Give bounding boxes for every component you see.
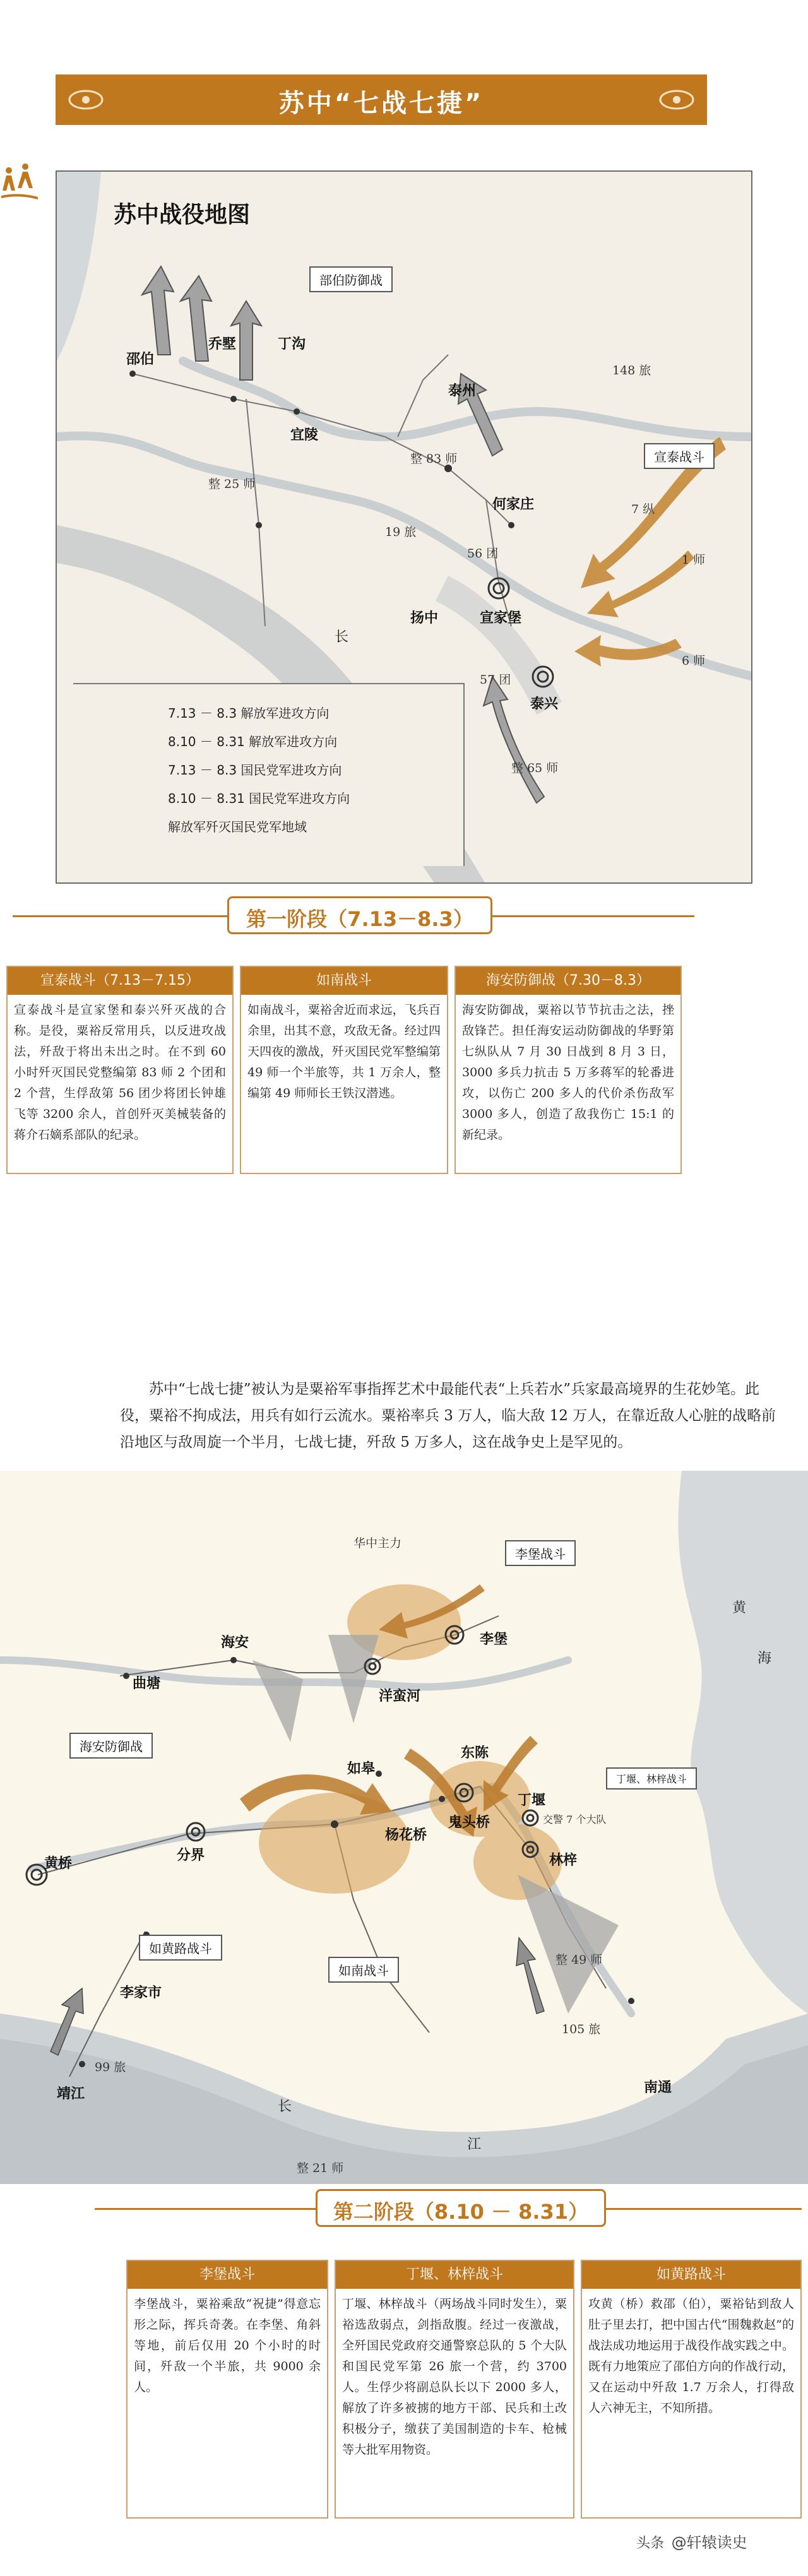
- legend-item: 8.10 － 8.31 解放军进攻方向: [168, 734, 338, 749]
- watermark-text: @轩辕读史: [671, 2534, 747, 2551]
- place-bentouqiao: 鬼头桥: [448, 1814, 490, 1831]
- battle-card-rugao-huang: [581, 2260, 802, 2519]
- place-yanghuaqiao: 杨花桥: [385, 1827, 427, 1843]
- unit-brigade105: 105 旅: [562, 2022, 601, 2036]
- card-heading: 李堡战斗: [128, 2261, 327, 2289]
- unit-div6: 6 师: [682, 654, 706, 668]
- place-hejiazhuang: 何家庄: [492, 496, 535, 513]
- place-xuanjiabao: 宣家堡: [480, 610, 522, 626]
- decorative-figures-icon: [0, 158, 39, 215]
- phase1-rule: [492, 915, 694, 917]
- unit-col7: 7 纵: [631, 502, 655, 516]
- place-dinggou: 丁沟: [278, 336, 306, 352]
- card-heading: 如黄路战斗: [582, 2261, 800, 2289]
- unit-div49: 整 49 师: [556, 1953, 603, 1967]
- legend-item: 7.13 － 8.3 解放军进攻方向: [168, 706, 330, 721]
- place-jiaodu: 交警 7 个大队: [543, 1813, 607, 1825]
- battle-tag-libao: 李堡战斗: [505, 1540, 576, 1566]
- place-lijiashi: 李家市: [120, 1985, 162, 2001]
- place-yangmanhe: 洋蛮河: [379, 1688, 421, 1704]
- map-phase2-battles: [0, 1471, 808, 2184]
- battle-card-haian: [454, 966, 682, 1174]
- place-jingjiang: 靖江: [57, 2086, 85, 2102]
- place-huang-sea-2: 海: [758, 1651, 772, 1666]
- place-fenjie: 分界: [177, 1847, 205, 1863]
- place-yangzhong: 扬中: [410, 610, 439, 626]
- phase2-header: [316, 2189, 606, 2227]
- place-huangqiao: 黄桥: [44, 1855, 73, 1872]
- card-body: 海安防御战，粟裕以节节抗击之法，挫敌锋芒。担任海安运动防御战的华野第七纵队从 7 月 30 日战到 8 月 3 日，3000 多兵力抗击 5 万多蒋军的轮番进攻，以伤亡 200 多人的代价杀伤敌军 3000 多人，创造了敌我伤亡 15:1 的新纪录。: [462, 1003, 674, 1142]
- card-heading: 海安防御战（7.30－8.3）: [456, 967, 680, 995]
- unit-div25: 整 25 师: [208, 477, 256, 491]
- card-body: 宣泰战斗是宣家堡和泰兴歼灭战的合称。是役，粟裕反常用兵，以反进攻战法，歼敌于将出未出之时。在不到 60 小时歼灭国民党整编第 83 师 2 个团和 2 个营，生俘敌第 56 团少将团长钟雄飞等 3200 余人，首创歼灭美械装备的蒋介石嫡系部队的纪录。: [14, 1003, 226, 1142]
- battle-card-libao: [126, 2260, 328, 2519]
- card-heading: 丁堰、林梓战斗: [336, 2261, 573, 2289]
- unit-brigade148: 148 旅: [612, 364, 651, 377]
- phase1-label: 第一阶段（7.13－8.3）: [246, 907, 473, 931]
- card-body: 攻黄（桥）救邵（伯），粟裕钻到敌人肚子里去打，把中国古代“围魏救赵”的战法成功地运用于战役作战实践之中。既有力地策应了邵伯方向的作战行动，又在运动中歼敌 1.7 万余人，打得敌人六神无主，不知所措。: [588, 2297, 794, 2415]
- legend-item: 8.10 － 8.31 国民党军进攻方向: [168, 791, 350, 806]
- map-su-zhong-campaign: [56, 170, 752, 884]
- card-body: 丁堰、林梓战斗（两场战斗同时发生），粟裕选敌弱点，剑指敌腹。经过一夜激战，全歼国民党政府交通警察总队的 5 个大队和国民党军第 26 旅一个营，约 3700 人。生俘少将副总队长以下 2000 多人，解放了许多被掳的地方干部、民兵和土改积极分子，缴获了美国制造的卡车、枪械等大批军用物资。: [342, 2297, 567, 2457]
- place-haian: 海安: [221, 1634, 249, 1651]
- unit-div1: 1 师: [682, 553, 706, 567]
- page-title: 苏中“七战七捷”: [278, 89, 484, 118]
- place-changjiang-1: 长: [335, 629, 349, 645]
- place-huang-sea-1: 黄: [732, 1600, 747, 1616]
- place-qiaoshu: 乔墅: [208, 336, 237, 352]
- map1-legend: [73, 683, 465, 866]
- unit-regt57: 57 团: [480, 673, 511, 687]
- unit-brigade19: 19 旅: [385, 525, 417, 539]
- battle-tag-runan: 如南战斗: [328, 1957, 399, 1983]
- place-chang-1: 长: [278, 2099, 292, 2115]
- place-linzi: 林梓: [549, 1852, 578, 1868]
- battle-card-runan: [240, 966, 448, 1174]
- place-libao: 李堡: [480, 1631, 508, 1647]
- place-qutang: 曲塘: [133, 1675, 161, 1692]
- unit-div65: 整 65 师: [511, 761, 559, 775]
- unit-div21: 整 21 师: [297, 2161, 344, 2175]
- map1-title: 苏中战役地图: [114, 202, 251, 228]
- phase1-header: [227, 896, 492, 934]
- card-body: 李堡战斗，粟裕乘敌“祝捷”得意忘形之际，挥兵奇袭。在李堡、角斜等地，前后仅用 20 个小时的时间，歼敌一个半旅，共 9000 余人。: [134, 2297, 321, 2394]
- battle-tag-dingyan: 丁堰、林梓战斗: [606, 1767, 697, 1790]
- unit-huazhong: 华中主力: [354, 1536, 402, 1550]
- place-rugao: 如皋: [347, 1760, 376, 1777]
- phase2-cards: [126, 2260, 802, 2519]
- battle-tag-haian: 海安防御战: [69, 1733, 153, 1759]
- toutiao-logo-icon: 头条: [636, 2536, 665, 2551]
- unit-div83: 整 83 师: [410, 452, 458, 466]
- phase2-rule: [606, 2208, 802, 2210]
- legend-item: 解放军歼灭国民党军地域: [168, 819, 307, 834]
- banner-ornament-icon: [658, 87, 696, 112]
- phase2-label: 第二阶段（8.10 － 8.31）: [333, 2200, 589, 2224]
- place-taizhou: 泰州: [448, 383, 477, 399]
- phase2-rule: [95, 2208, 316, 2210]
- battle-card-dingyan: [335, 2260, 574, 2519]
- battle-card-xuantai: [6, 966, 234, 1174]
- place-dongchen: 东陈: [461, 1745, 489, 1761]
- battle-tag-shaobo: 部伯防御战: [309, 266, 393, 292]
- place-dingyan: 丁堰: [518, 1792, 546, 1808]
- watermark: [636, 2530, 747, 2552]
- unit-regt56: 56 团: [467, 547, 499, 561]
- place-taixing: 泰兴: [530, 696, 559, 712]
- place-chang-2: 江: [467, 2137, 482, 2152]
- intro-paragraph: 苏中“七战七捷”被认为是粟裕军事指挥艺术中最能代表“上兵若水”兵家最高境界的生花妙笔。此役，粟裕不拘成法，用兵有如行云流水。粟裕率兵 3 万人，临大敌 12 万人，在靠近敌人心脏的战略前沿地区与敌周旋一个半月，七战七捷，歼敌 5 万多人，这在战争史上是罕见的。: [120, 1381, 776, 1451]
- phase1-cards: [6, 966, 688, 1174]
- place-shaobo: 邵伯: [126, 351, 155, 367]
- battle-tag-rugao-huang: 如黄路战斗: [139, 1935, 222, 1961]
- place-yiling: 宜陵: [290, 427, 319, 443]
- card-heading: 如南战斗: [241, 967, 447, 995]
- unit-brigade99: 99 旅: [95, 2060, 126, 2074]
- title-banner: [56, 74, 707, 125]
- legend-item: 7.13 － 8.3 国民党军进攻方向: [168, 763, 342, 778]
- phase1-rule: [13, 915, 227, 917]
- card-body: 如南战斗，粟裕舍近而求远，飞兵百余里，出其不意，攻敌无备。经过四天四夜的激战，歼灭国民党军整编第 49 师一个半旅等，共 1 万余人，整编第 49 师师长王铁汉潜逃。: [247, 1003, 441, 1100]
- place-nantong: 南通: [644, 2079, 672, 2096]
- battle-tag-xuantai: 宣泰战斗: [644, 443, 715, 469]
- card-heading: 宣泰战斗（7.13－7.15）: [8, 967, 232, 995]
